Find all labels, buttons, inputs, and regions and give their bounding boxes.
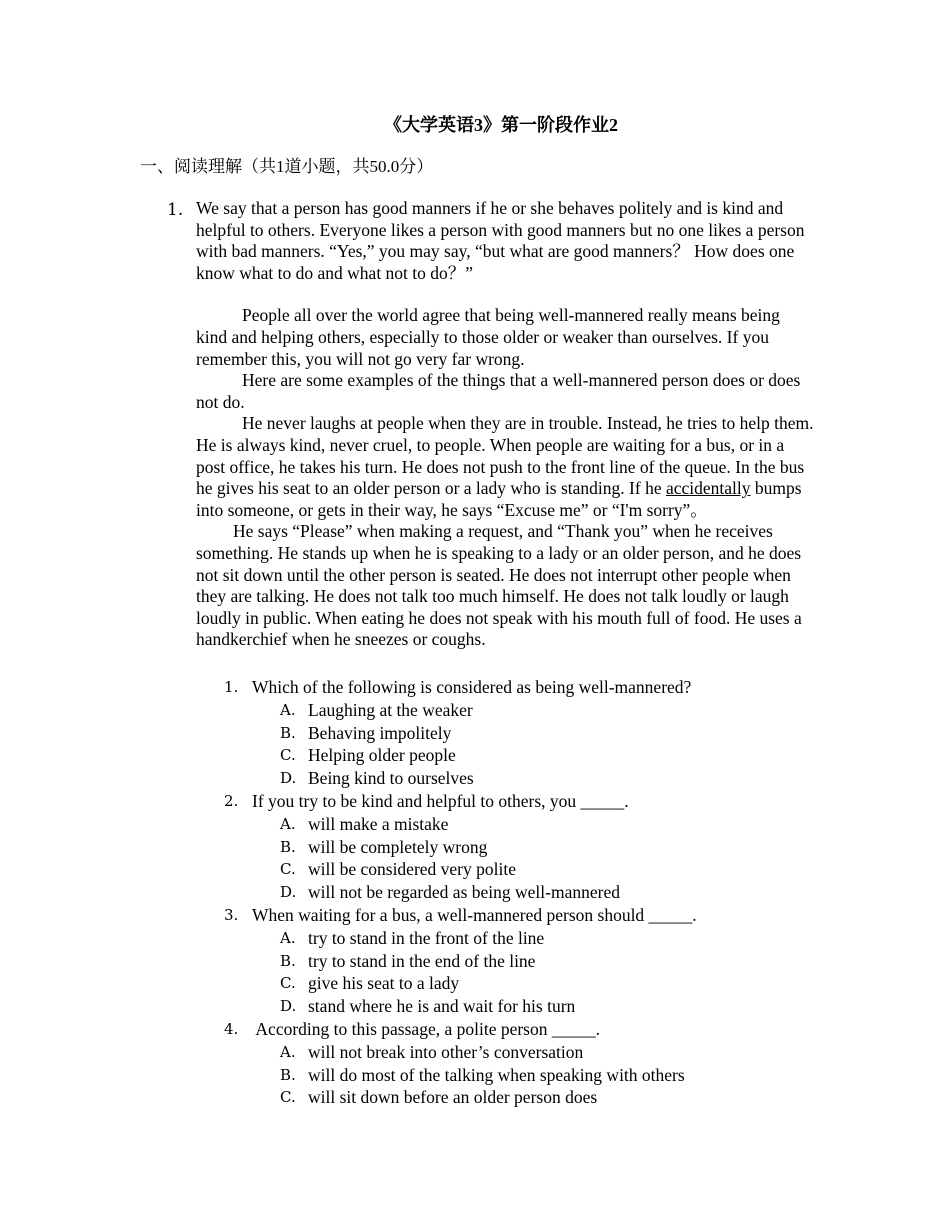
question-number: 1. [224, 678, 239, 696]
question-2-option-b [222, 836, 822, 859]
option-letter: B. [280, 837, 296, 856]
option-text: try to stand in the end of the line [308, 950, 536, 971]
question-text: According to this passage, a polite person _____. [252, 1018, 600, 1039]
question-3-option-a [222, 927, 822, 950]
question-number: 4. [224, 1019, 239, 1038]
option-text: try to stand in the front of the line [308, 927, 545, 948]
question-1-option-c [222, 744, 822, 767]
paragraph-4-text-start: He never laughs at people when they are in trouble. Instead, he tries to help them. He is always kind, never cruel, to people. When people are waiting for a bus, or in a post office, he takes his turn. He does not push to the front line of the queue. In the bus he gives his seat to an older person or a lady who is standing. If he [196, 413, 814, 499]
question-1 [222, 676, 822, 699]
question-2-option-d [222, 881, 822, 904]
passage-paragraph-3: Here are some examples of the things that a well-mannered person does or does not do. [196, 370, 801, 412]
option-letter: A. [280, 928, 296, 947]
option-letter: C. [280, 746, 296, 765]
option-letter: D. [280, 769, 297, 788]
option-letter: B. [280, 1065, 296, 1084]
section-heading: 一、阅读理解（共1道小题，共50.0分） [140, 157, 434, 176]
option-text: stand where he is and wait for his turn [308, 996, 576, 1017]
option-text: will not break into other’s conversation [308, 1041, 584, 1062]
option-text: Being kind to ourselves [308, 768, 474, 789]
question-text: When waiting for a bus, a well-mannered person should _____. [252, 904, 697, 925]
question-4 [222, 1018, 822, 1041]
option-text: will be considered very polite [308, 859, 516, 880]
option-letter: C. [280, 1088, 296, 1107]
page-title: 《大学英语3》第一阶段作业2 [384, 115, 618, 135]
paragraph-4-text-end: bumps into someone, or gets in their way, he says “Excuse me” or “I'm sorry”。 [196, 478, 802, 520]
question-4-option-c [222, 1086, 822, 1109]
question-1-option-b [222, 722, 822, 745]
paragraph-gap [196, 284, 814, 305]
question-1-option-a [222, 699, 822, 722]
option-text: will do most of the talking when speaking with others [308, 1064, 685, 1085]
underlined-word: accidentally [665, 478, 751, 499]
option-letter: A. [280, 700, 296, 719]
option-letter: C. [280, 974, 296, 993]
option-text: Laughing at the weaker [308, 699, 473, 720]
option-text: will sit down before an older person does [308, 1087, 598, 1108]
option-text: Helping older people [308, 745, 456, 766]
question-number: 2. [224, 791, 239, 810]
question-3-option-c [222, 972, 822, 995]
option-text: will be completely wrong [308, 836, 488, 857]
option-text: will not be regarded as being well-mannered [308, 882, 620, 903]
question-text: Which of the following is considered as being well-mannered? [252, 677, 692, 697]
option-text: Behaving impolitely [308, 722, 452, 743]
option-letter: A. [280, 814, 296, 833]
option-letter: B. [280, 723, 296, 742]
question-text: If you try to be kind and helpful to others, you _____. [252, 790, 629, 811]
option-letter: C. [280, 860, 296, 879]
question-2-option-a [222, 813, 822, 836]
option-letter: B. [280, 951, 296, 970]
question-2 [222, 790, 822, 813]
question-2-option-c [222, 858, 822, 881]
option-letter: A. [280, 1042, 296, 1061]
option-letter: D. [280, 997, 297, 1016]
item-number: 1. [167, 200, 184, 220]
option-letter: D. [280, 883, 297, 902]
reading-passage [196, 198, 814, 651]
question-list [222, 676, 822, 1109]
passage-paragraph-4 [196, 413, 814, 521]
question-4-option-b [222, 1064, 822, 1087]
question-4-option-a [222, 1041, 822, 1064]
question-number: 3. [224, 905, 239, 924]
passage-paragraph-1: We say that a person has good manners if he or she behaves politely and is kind and helpful to others. Everyone likes a person with good manners but no one likes a person with bad manners. “Yes,” you may say, “but what are good manners？ How does one know what to do and what not to do？” [196, 198, 805, 283]
question-3-option-b [222, 950, 822, 973]
question-1-option-d [222, 767, 822, 790]
option-text: will make a mistake [308, 813, 449, 834]
question-3 [222, 904, 822, 927]
passage-paragraph-2: People all over the world agree that being well-mannered really means being kind and helping others, especially to those older or weaker than ourselves. If you remember this, you will not go very far wrong. [196, 305, 780, 369]
passage-paragraph-5: He says “Please” when making a request, and “Thank you” when he receives something. He stands up when he is speaking to a lady or an older person, and he does not sit down until the other person is seated. He does not interrupt other people when they are talking. He does not talk too much himself. He does not talk loudly or laugh loudly in public. When eating he does not speak with his mouth full of food. He uses a handkerchief when he sneezes or coughs. [196, 521, 802, 650]
option-text: give his seat to a lady [308, 973, 460, 994]
question-3-option-d [222, 995, 822, 1018]
